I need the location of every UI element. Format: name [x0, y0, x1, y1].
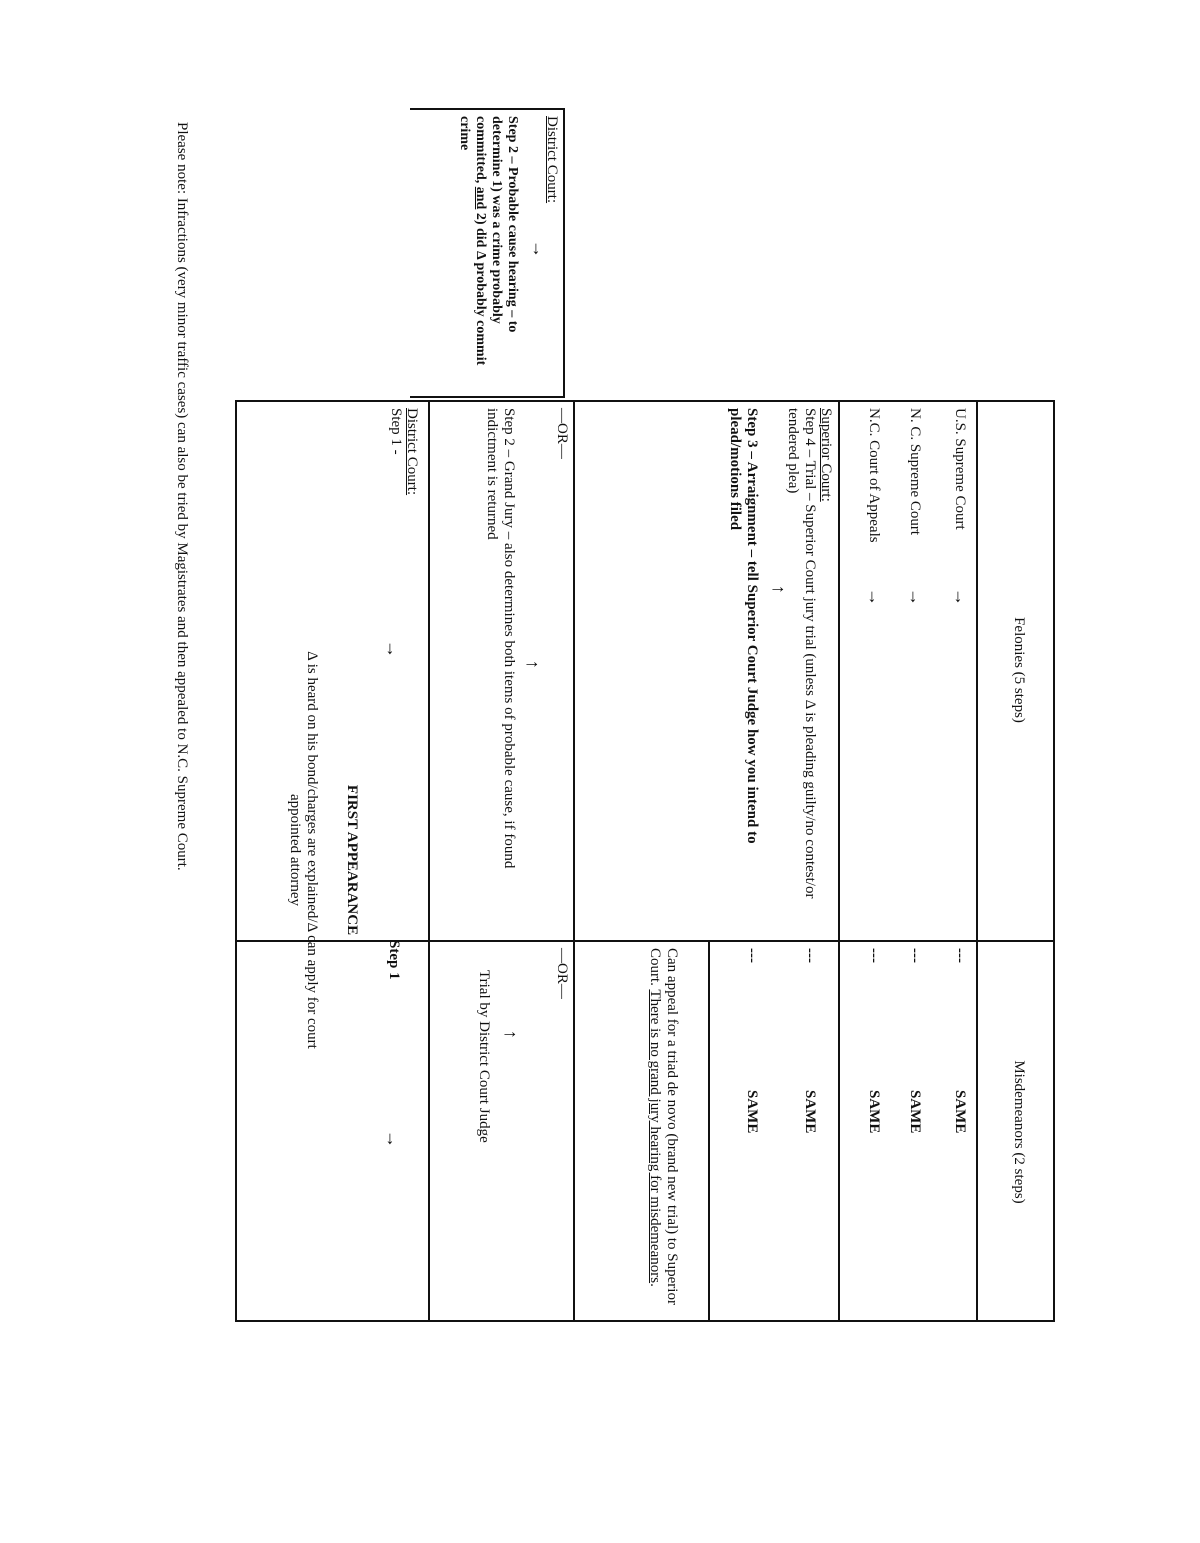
side-and-word: and	[473, 186, 488, 210]
appeal-text-3: .	[647, 1283, 663, 1287]
appeal-text-2: There is no grand jury hearing for misdemeanors	[647, 989, 663, 1284]
side-step2-prefix: Step 2 – Probable cause hearing – to determine 1) was a crime probably committed,	[473, 116, 520, 333]
side-district-court-label: District Court:	[544, 116, 560, 204]
misd-mark-appeals: ---	[866, 948, 882, 963]
misd-mark-us: ---	[952, 948, 968, 963]
row-nc-court-of-appeals: N.C. Court of Appeals	[866, 408, 882, 543]
step3-misd-mark: ---	[744, 948, 760, 963]
felonies-header: Felonies (5 steps)	[1011, 617, 1027, 723]
misdemeanors-header: Misdemeanors (2 steps)	[1011, 1060, 1027, 1204]
step3-text: Step 3 – Arraignment – tell Superior Court Judge how you intend to plead/motions filed	[727, 408, 760, 844]
or-left: —OR—	[554, 408, 570, 459]
up-arrow-icon-step4: ↑	[769, 585, 789, 594]
step4-text: Step 4 – Trial – Superior Court jury trial (unless Δ is pleading guilty/no contest/or tendered plea)	[785, 408, 818, 899]
step1-right: Step 1	[386, 940, 402, 980]
row-us-supreme-court: U.S. Supreme Court	[952, 408, 968, 530]
footnote: Please note: Infractions (very minor traffic cases) can also be tried by Magistrates and then appealed to N.C. Supreme Court.	[174, 122, 190, 871]
side-arrow-icon: →	[529, 240, 549, 258]
appeal-text-1: Can appeal for a triad de novo (brand new trial) to Superior Court.	[647, 948, 680, 1305]
step2-grand-jury-text: Step 2 – Grand Jury – also determines both items of probable cause, if found indictment is returned	[484, 408, 517, 869]
misd-value-nc-supreme: SAME	[907, 1090, 923, 1134]
arrow-icon-nc-supreme: →	[906, 588, 926, 606]
first-appearance-title: FIRST APPEARANCE	[344, 784, 360, 936]
misd-value-us: SAME	[952, 1090, 968, 1134]
side-step2-text	[456, 116, 520, 386]
row-divider-superior	[838, 400, 840, 1322]
arrow-icon-step1-right: →	[383, 1130, 403, 1148]
step1-left: Step 1 -	[388, 408, 404, 455]
misd-appeal-divider-top	[708, 940, 710, 1322]
row-divider-district	[428, 400, 430, 1322]
up-arrow-icon-grandjury: ↑	[523, 660, 543, 669]
superior-court-label: Superior Court:	[818, 408, 834, 502]
misd-appeal-note	[646, 948, 680, 1313]
arrow-icon-step1-left: →	[383, 640, 403, 658]
or-right: —OR—	[554, 948, 570, 999]
misd-value-appeals: SAME	[866, 1090, 882, 1134]
district-court-label: District Court:	[404, 408, 420, 496]
first-appearance-text: Δ is heard on his bond/charges are explained/Δ can apply for court appointed attorney	[287, 651, 320, 1049]
row-divider-grandjury	[573, 400, 575, 1322]
step3-misd-value: SAME	[744, 1090, 760, 1134]
side-step2-suffix: 2) did Δ probably commit crime	[457, 116, 488, 366]
up-arrow-icon-misd-trial: ↑	[501, 1030, 521, 1039]
step4-misd-mark: ---	[802, 948, 818, 963]
misd-trial-text: Trial by District Court Judge	[476, 970, 492, 1143]
misd-mark-nc-supreme: ---	[907, 948, 923, 963]
arrow-icon-appeals: →	[865, 588, 885, 606]
step4-misd-value: SAME	[802, 1090, 818, 1134]
row-nc-supreme-court: N. C. Supreme Court	[907, 408, 923, 536]
header-divider	[976, 400, 978, 1322]
arrow-icon-us: →	[951, 588, 971, 606]
